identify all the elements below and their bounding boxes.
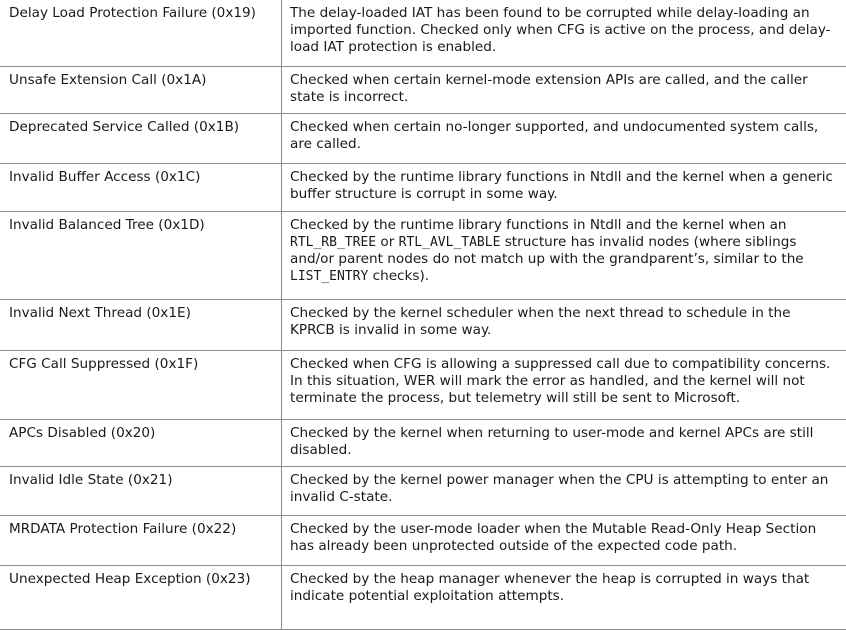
failure-name: APCs Disabled (0x20) — [9, 425, 156, 441]
failure-name: Delay Load Protection Failure (0x19) — [9, 5, 256, 21]
description-line — [290, 234, 842, 251]
code-identifier: RTL_AVL_TABLE — [398, 235, 501, 250]
description-line: are called. — [290, 136, 361, 152]
description-line: Checked by the kernel scheduler when the next thread to schedule in the — [290, 305, 791, 321]
description-line: In this situation, WER will mark the error as handled, and the kernel will not — [290, 373, 805, 389]
description-line: buffer structure is corrupt in some way. — [290, 186, 558, 202]
failure-name: Invalid Balanced Tree (0x1D) — [9, 217, 205, 233]
failure-description — [290, 217, 842, 285]
failure-description — [290, 356, 842, 407]
description-line: state is incorrect. — [290, 89, 409, 105]
description-line: disabled. — [290, 442, 352, 458]
table-row — [0, 516, 846, 566]
table-row — [0, 351, 846, 420]
failure-description — [290, 119, 842, 153]
table-row — [0, 114, 846, 164]
failure-name: Invalid Buffer Access (0x1C) — [9, 169, 201, 185]
description-line: The delay-loaded IAT has been found to be corrupted while delay-loading an — [290, 5, 810, 21]
failure-description — [290, 472, 842, 506]
failure-description — [290, 169, 842, 203]
failure-description — [290, 5, 842, 56]
description-line: load IAT protection is enabled. — [290, 39, 497, 55]
failure-name: Invalid Idle State (0x21) — [9, 472, 173, 488]
failure-description — [290, 72, 842, 106]
table-row — [0, 300, 846, 351]
table-row — [0, 212, 846, 300]
description-text: or — [376, 234, 399, 250]
failure-description — [290, 305, 842, 339]
description-line: Checked by the kernel when returning to user-mode and kernel APCs are still — [290, 425, 814, 441]
description-line: KPRCB is invalid in some way. — [290, 322, 492, 338]
description-line: terminate the process, but telemetry will still be sent to Microsoft. — [290, 390, 741, 406]
failure-description — [290, 425, 842, 459]
table-row — [0, 164, 846, 212]
table-row — [0, 67, 846, 114]
description-text: checks). — [368, 268, 430, 284]
description-text: structure has invalid nodes (where siblings — [500, 234, 797, 250]
failure-name: Unexpected Heap Exception (0x23) — [9, 571, 251, 587]
description-line: imported function. Checked only when CFG is active on the process, and delay- — [290, 22, 831, 38]
description-line: and/or parent nodes do not match up with the grandparent’s, similar to the — [290, 251, 804, 267]
description-line: Checked by the heap manager whenever the heap is corrupted in ways that — [290, 571, 810, 587]
failure-name: Deprecated Service Called (0x1B) — [9, 119, 240, 135]
description-line: invalid C-state. — [290, 489, 393, 505]
failure-name: Invalid Next Thread (0x1E) — [9, 305, 191, 321]
table-row — [0, 420, 846, 467]
table-row — [0, 566, 846, 630]
description-line: indicate potential exploitation attempts. — [290, 588, 565, 604]
failure-description — [290, 521, 842, 555]
description-line: Checked when certain no-longer supported, and undocumented system calls, — [290, 119, 819, 135]
failure-name: CFG Call Suppressed (0x1F) — [9, 356, 199, 372]
description-line: Checked by the runtime library functions in Ntdll and the kernel when a generic — [290, 169, 834, 185]
description-line: has already been unprotected outside of the expected code path. — [290, 538, 738, 554]
description-line: Checked by the kernel power manager when the CPU is attempting to enter an — [290, 472, 829, 488]
table-row — [0, 0, 846, 67]
description-line — [290, 268, 842, 285]
description-line: Checked when certain kernel-mode extension APIs are called, and the caller — [290, 72, 808, 88]
description-line: Checked by the runtime library functions in Ntdll and the kernel when an — [290, 217, 787, 233]
failure-name: MRDATA Protection Failure (0x22) — [9, 521, 237, 537]
table-row — [0, 467, 846, 516]
failure-name: Unsafe Extension Call (0x1A) — [9, 72, 207, 88]
code-identifier: LIST_ENTRY — [290, 269, 369, 284]
description-line: Checked when CFG is allowing a suppressed call due to compatibility concerns. — [290, 356, 831, 372]
code-identifier: RTL_RB_TREE — [290, 235, 377, 250]
description-line: Checked by the user-mode loader when the Mutable Read-Only Heap Section — [290, 521, 817, 537]
failure-description — [290, 571, 842, 605]
